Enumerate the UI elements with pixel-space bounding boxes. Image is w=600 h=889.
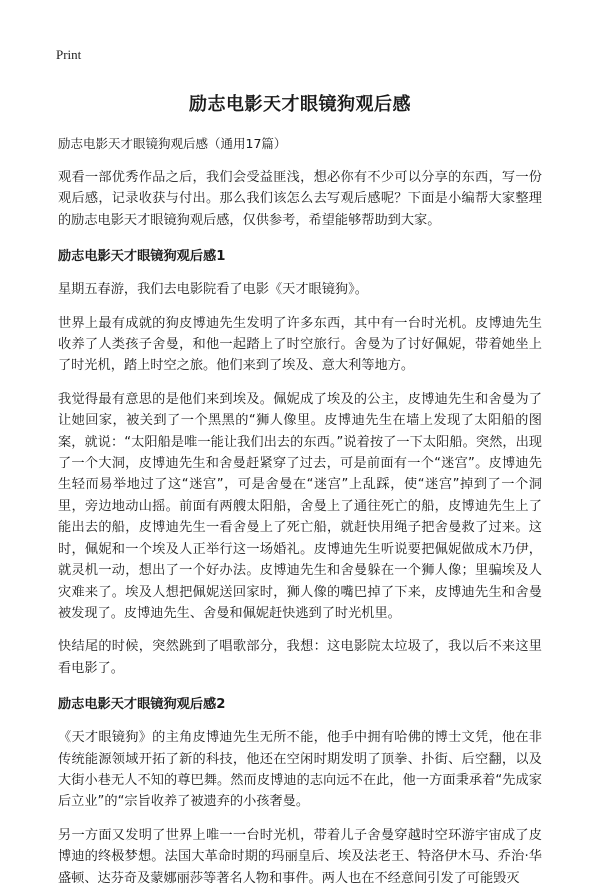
- body-paragraph: 《天才眼镜狗》的主角皮博迪先生无所不能，他手中拥有哈佛的博士文凭，他在非传统能源领域开拓了新的科技，他还在空闲时期发明了顶拳、扑街、后空翻，以及大街小巷无人不知的尊巴舞。然而皮博迪的志向远不在此，他一方面秉承着“先成家后立业”的“宗旨收养了被遗弃的小孩奢曼。: [58, 730, 542, 810]
- intro-paragraph: 观看一部优秀作品之后，我们会受益匪浅，想必你有不少可以分享的东西，写一份观后感，记录收获与付出。那么我们该怎么去写观后感呢？下面是小编帮大家整理的励志电影天才眼镜狗观后感，仅供参考，希望能够帮助到大家。: [58, 170, 542, 228]
- body-paragraph: 星期五春游，我们去电影院看了电影《天才眼镜狗》。: [58, 282, 368, 298]
- body-paragraph: 我觉得最有意思的是他们来到埃及。佩妮成了埃及的公主，皮博迪先生和舍曼为了让她回家，被关到了一个黑黑的“狮人像里。皮博迪先生在墙上发现了太阳船的图案，就说：“太阳船是唯一能让我们出去的东西。”说着按了一下太阳船。突然，出现了一个大洞，皮博迪先生和舍曼赶紧穿了过去，可是前面有一个“迷宫”。皮博迪先生轻而易举地过了这“迷宫”，可是舍曼在“迷宫”上乱踩，使“迷宫”掉到了一个洞里，旁边地动山摇。前面有两艘太阳船，舍曼上了通往死亡的船，皮博迪先生上了能出去的船，皮博迪先生一看舍曼上了死亡船，就赶快用绳子把舍曼救了过来。这时，佩妮和一个埃及人正举行这一场婚礼。皮博迪先生听说要把佩妮做成木乃伊，就灵机一动，想出了一个好办法。皮博迪先生和舍曼躲在一个狮人像；里骗埃及人灾难来了。埃及人想把佩妮送回家时，狮人像的嘴巴掉了下来，皮博迪先生和舍曼被发现了。皮博迪先生、舍曼和佩妮赶快逃到了时光机里。: [58, 391, 542, 621]
- section-heading: 励志电影天才眼镜狗观后感1: [58, 249, 226, 265]
- print-link[interactable]: Print: [56, 47, 82, 62]
- section-heading: 励志电影天才眼镜狗观后感2: [58, 697, 226, 713]
- body-paragraph: 世界上最有成就的狗皮博迪先生发明了许多东西，其中有一台时光机。皮博迪先生收养了人类孩子舍曼，和他一起踏上了时空旅行。舍曼为了讨好佩妮，带着她坐上了时光机，踏上时空之旅。他们来到了埃及、意大利等地方。: [58, 315, 542, 374]
- article-title: 励志电影天才眼镜狗观后感: [189, 94, 411, 115]
- body-paragraph: 另一方面又发明了世界上唯一一台时光机，带着儿子舍曼穿越时空环游宇宙成了皮博迪的终极梦想。法国大革命时期的玛丽皇后、埃及法老王、特洛伊木马、乔治·华盛顿、达芬奇及蒙娜丽莎等著名人物和事件。两人也在不经意间引发了可能毁灭: [58, 827, 542, 886]
- article-subtitle: 励志电影天才眼镜狗观后感（通用17篇）: [58, 136, 287, 151]
- body-paragraph: 快结尾的时候，突然跳到了唱歌部分，我想：这电影院太垃圾了，我以后不来这里看电影了。: [58, 639, 542, 676]
